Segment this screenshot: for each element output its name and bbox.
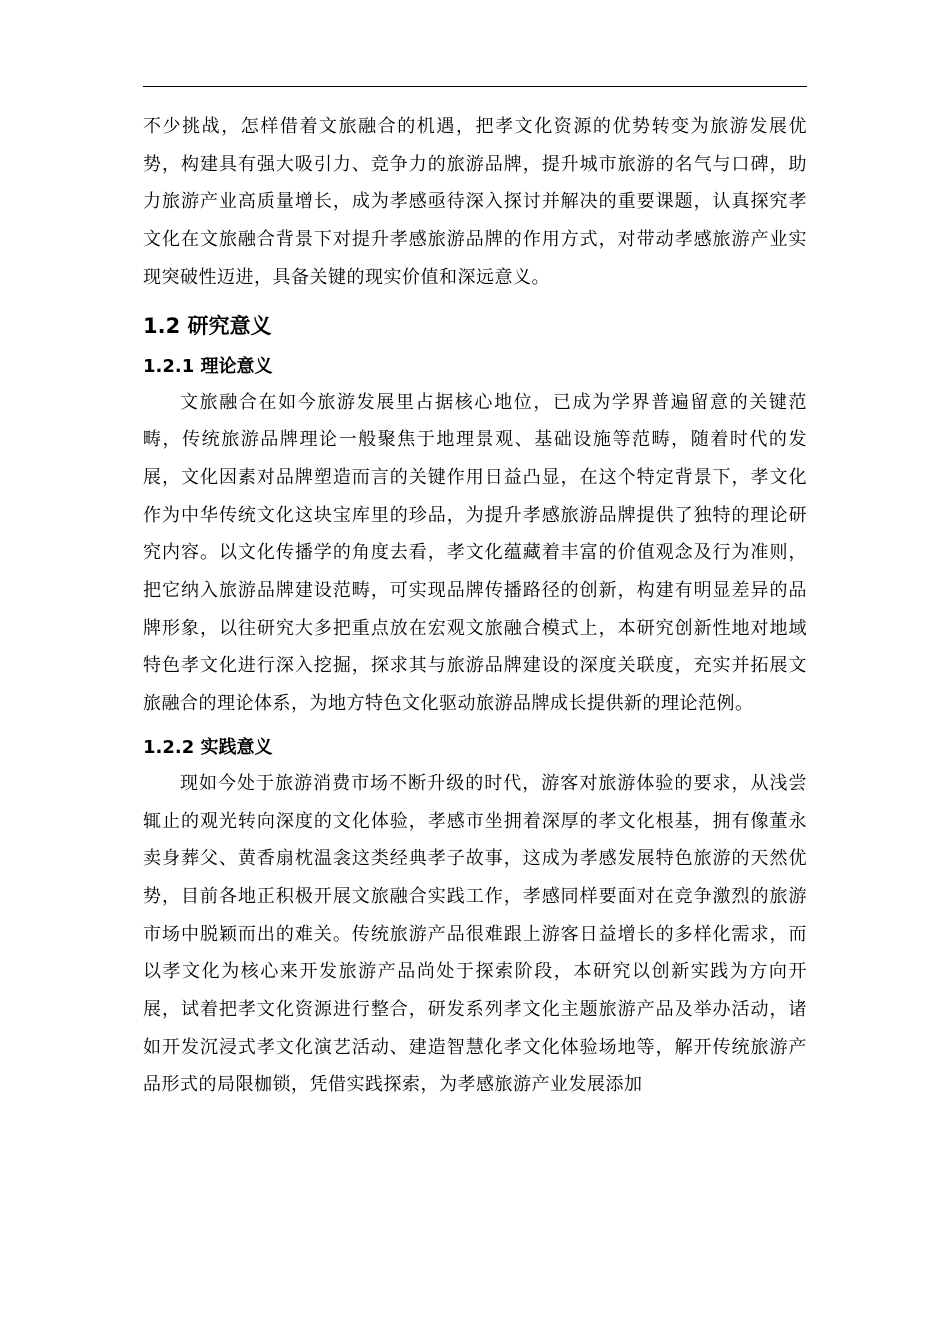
theory-significance-paragraph: 文旅融合在如今旅游发展里占据核心地位，已成为学界普遍留意的关键范畴，传统旅游品牌理论一般聚焦于地理景观、基础设施等范畴，随着时代的发展，文化因素对品牌塑造而言的关键作用日益凸显，在这个特定背景下，孝文化作为中华传统文化这块宝库里的珍品，为提升孝感旅游品牌提供了独特的理论研究内容。以文化传播学的角度去看，孝文化蕴藏着丰富的价值观念及行为准则，把它纳入旅游品牌建设范畴，可实现品牌传播路径的创新，构建有明显差异的品牌形象，以往研究大多把重点放在宏观文旅融合模式上，本研究创新性地对地域特色孝文化进行深入挖掘，探求其与旅游品牌建设的深度关联度，充实并拓展文旅融合的理论体系，为地方特色文化驱动旅游品牌成长提供新的理论范例。 (143, 391, 807, 715)
subsection-heading-1-2-1: 1.2.1 理论意义 (143, 355, 273, 377)
section-heading-1-2: 1.2 研究意义 (143, 313, 272, 338)
header-rule (143, 86, 807, 87)
document-body (143, 108, 807, 1104)
practice-significance-paragraph: 现如今处于旅游消费市场不断升级的时代，游客对旅游体验的要求，从浅尝辄止的观光转向深度的文化体验，孝感市坐拥着深厚的孝文化根基，拥有像董永卖身葬父、黄香扇枕温衾这类经典孝子故事，这成为孝感发展特色旅游的天然优势，目前各地正积极开展文旅融合实践工作，孝感同样要面对在竞争激烈的旅游市场中脱颖而出的难关。传统旅游产品很难跟上游客日益增长的多样化需求，而以孝文化为核心来开发旅游产品尚处于探索阶段，本研究以创新实践为方向开展，试着把孝文化资源进行整合，研发系列孝文化主题旅游产品及举办活动，诸如开发沉浸式孝文化演艺活动、建造智慧化孝文化体验场地等，解开传统旅游产品形式的局限枷锁，凭借实践探索，为孝感旅游产业发展添加 (143, 772, 807, 1096)
intro-paragraph: 不少挑战，怎样借着文旅融合的机遇，把孝文化资源的优势转变为旅游发展优势，构建具有强大吸引力、竞争力的旅游品牌，提升城市旅游的名气与口碑，助力旅游产业高质量增长，成为孝感亟待深入探讨并解决的重要课题，认真探究孝文化在文旅融合背景下对提升孝感旅游品牌的作用方式，对带动孝感旅游产业实现突破性迈进，具备关键的现实价值和深远意义。 (143, 116, 807, 288)
subsection-heading-1-2-2: 1.2.2 实践意义 (143, 736, 273, 758)
